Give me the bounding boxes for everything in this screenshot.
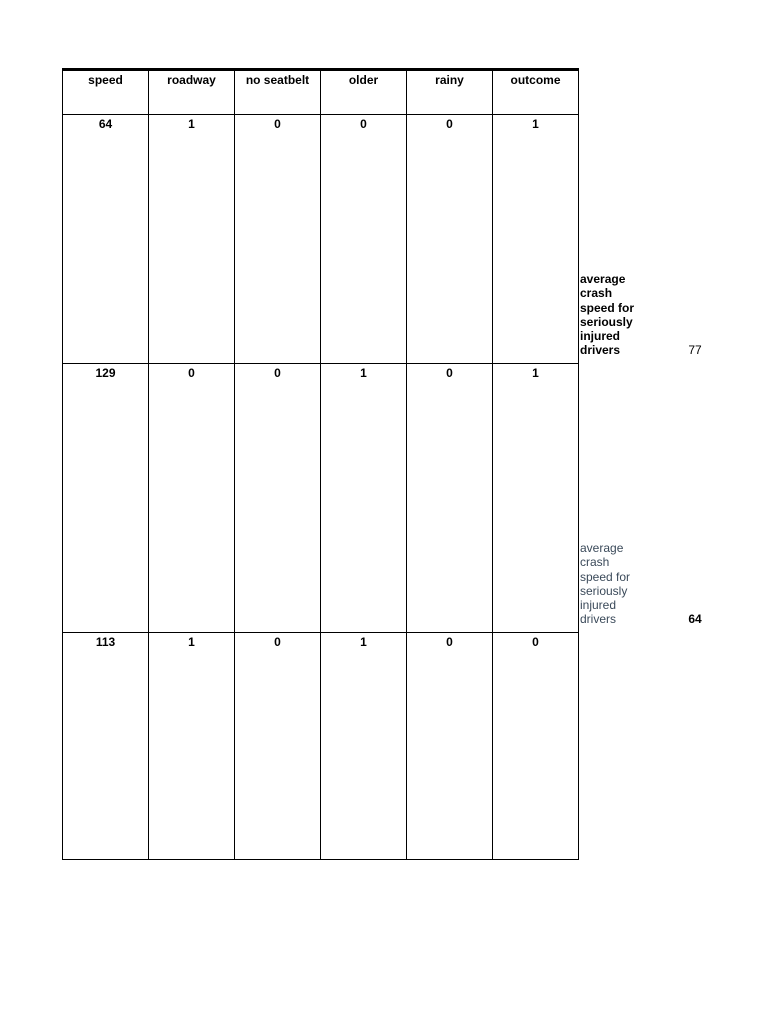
average-speed-note [580,541,650,627]
cell-no-seatbelt: 0 [235,364,321,633]
note-line: injured [580,598,617,613]
cell-speed: 64 [63,115,149,364]
cell-outcome: 0 [493,633,579,860]
header-row [63,70,579,115]
cell-no-seatbelt: 0 [235,115,321,364]
cell-outcome: 1 [493,115,579,364]
note-line: crash [580,286,613,301]
header-older: older [321,70,407,115]
crash-data-table [62,68,579,860]
cell-older: 1 [321,364,407,633]
average-speed-value: 77 [688,343,702,357]
cell-speed: 113 [63,633,149,860]
note-line: drivers [580,343,621,358]
header-no-seatbelt: no seatbelt [235,70,321,115]
cell-outcome: 1 [493,364,579,633]
note-line: crash [580,555,610,570]
cell-older: 0 [321,115,407,364]
cell-speed: 129 [63,364,149,633]
note-line: average [580,272,626,286]
note-line: seriously [580,583,628,598]
header-speed: speed [63,70,149,115]
note-line: speed for [580,569,631,584]
cell-roadway: 0 [149,364,235,633]
cell-rainy: 0 [407,364,493,633]
average-speed-value: 64 [688,612,702,626]
table-row [63,115,579,364]
note-line: drivers [580,612,617,627]
note-line: speed for [580,300,635,315]
header-rainy: rainy [407,70,493,115]
table-row [63,364,579,633]
note-line: injured [580,329,621,344]
note-line: average [580,541,624,555]
cell-rainy: 0 [407,633,493,860]
cell-no-seatbelt: 0 [235,633,321,860]
cell-roadway: 1 [149,115,235,364]
cell-roadway: 1 [149,633,235,860]
average-speed-note [580,272,650,358]
cell-rainy: 0 [407,115,493,364]
header-outcome: outcome [493,70,579,115]
table-row [63,633,579,860]
header-roadway: roadway [149,70,235,115]
cell-older: 1 [321,633,407,860]
note-line: seriously [580,314,633,329]
